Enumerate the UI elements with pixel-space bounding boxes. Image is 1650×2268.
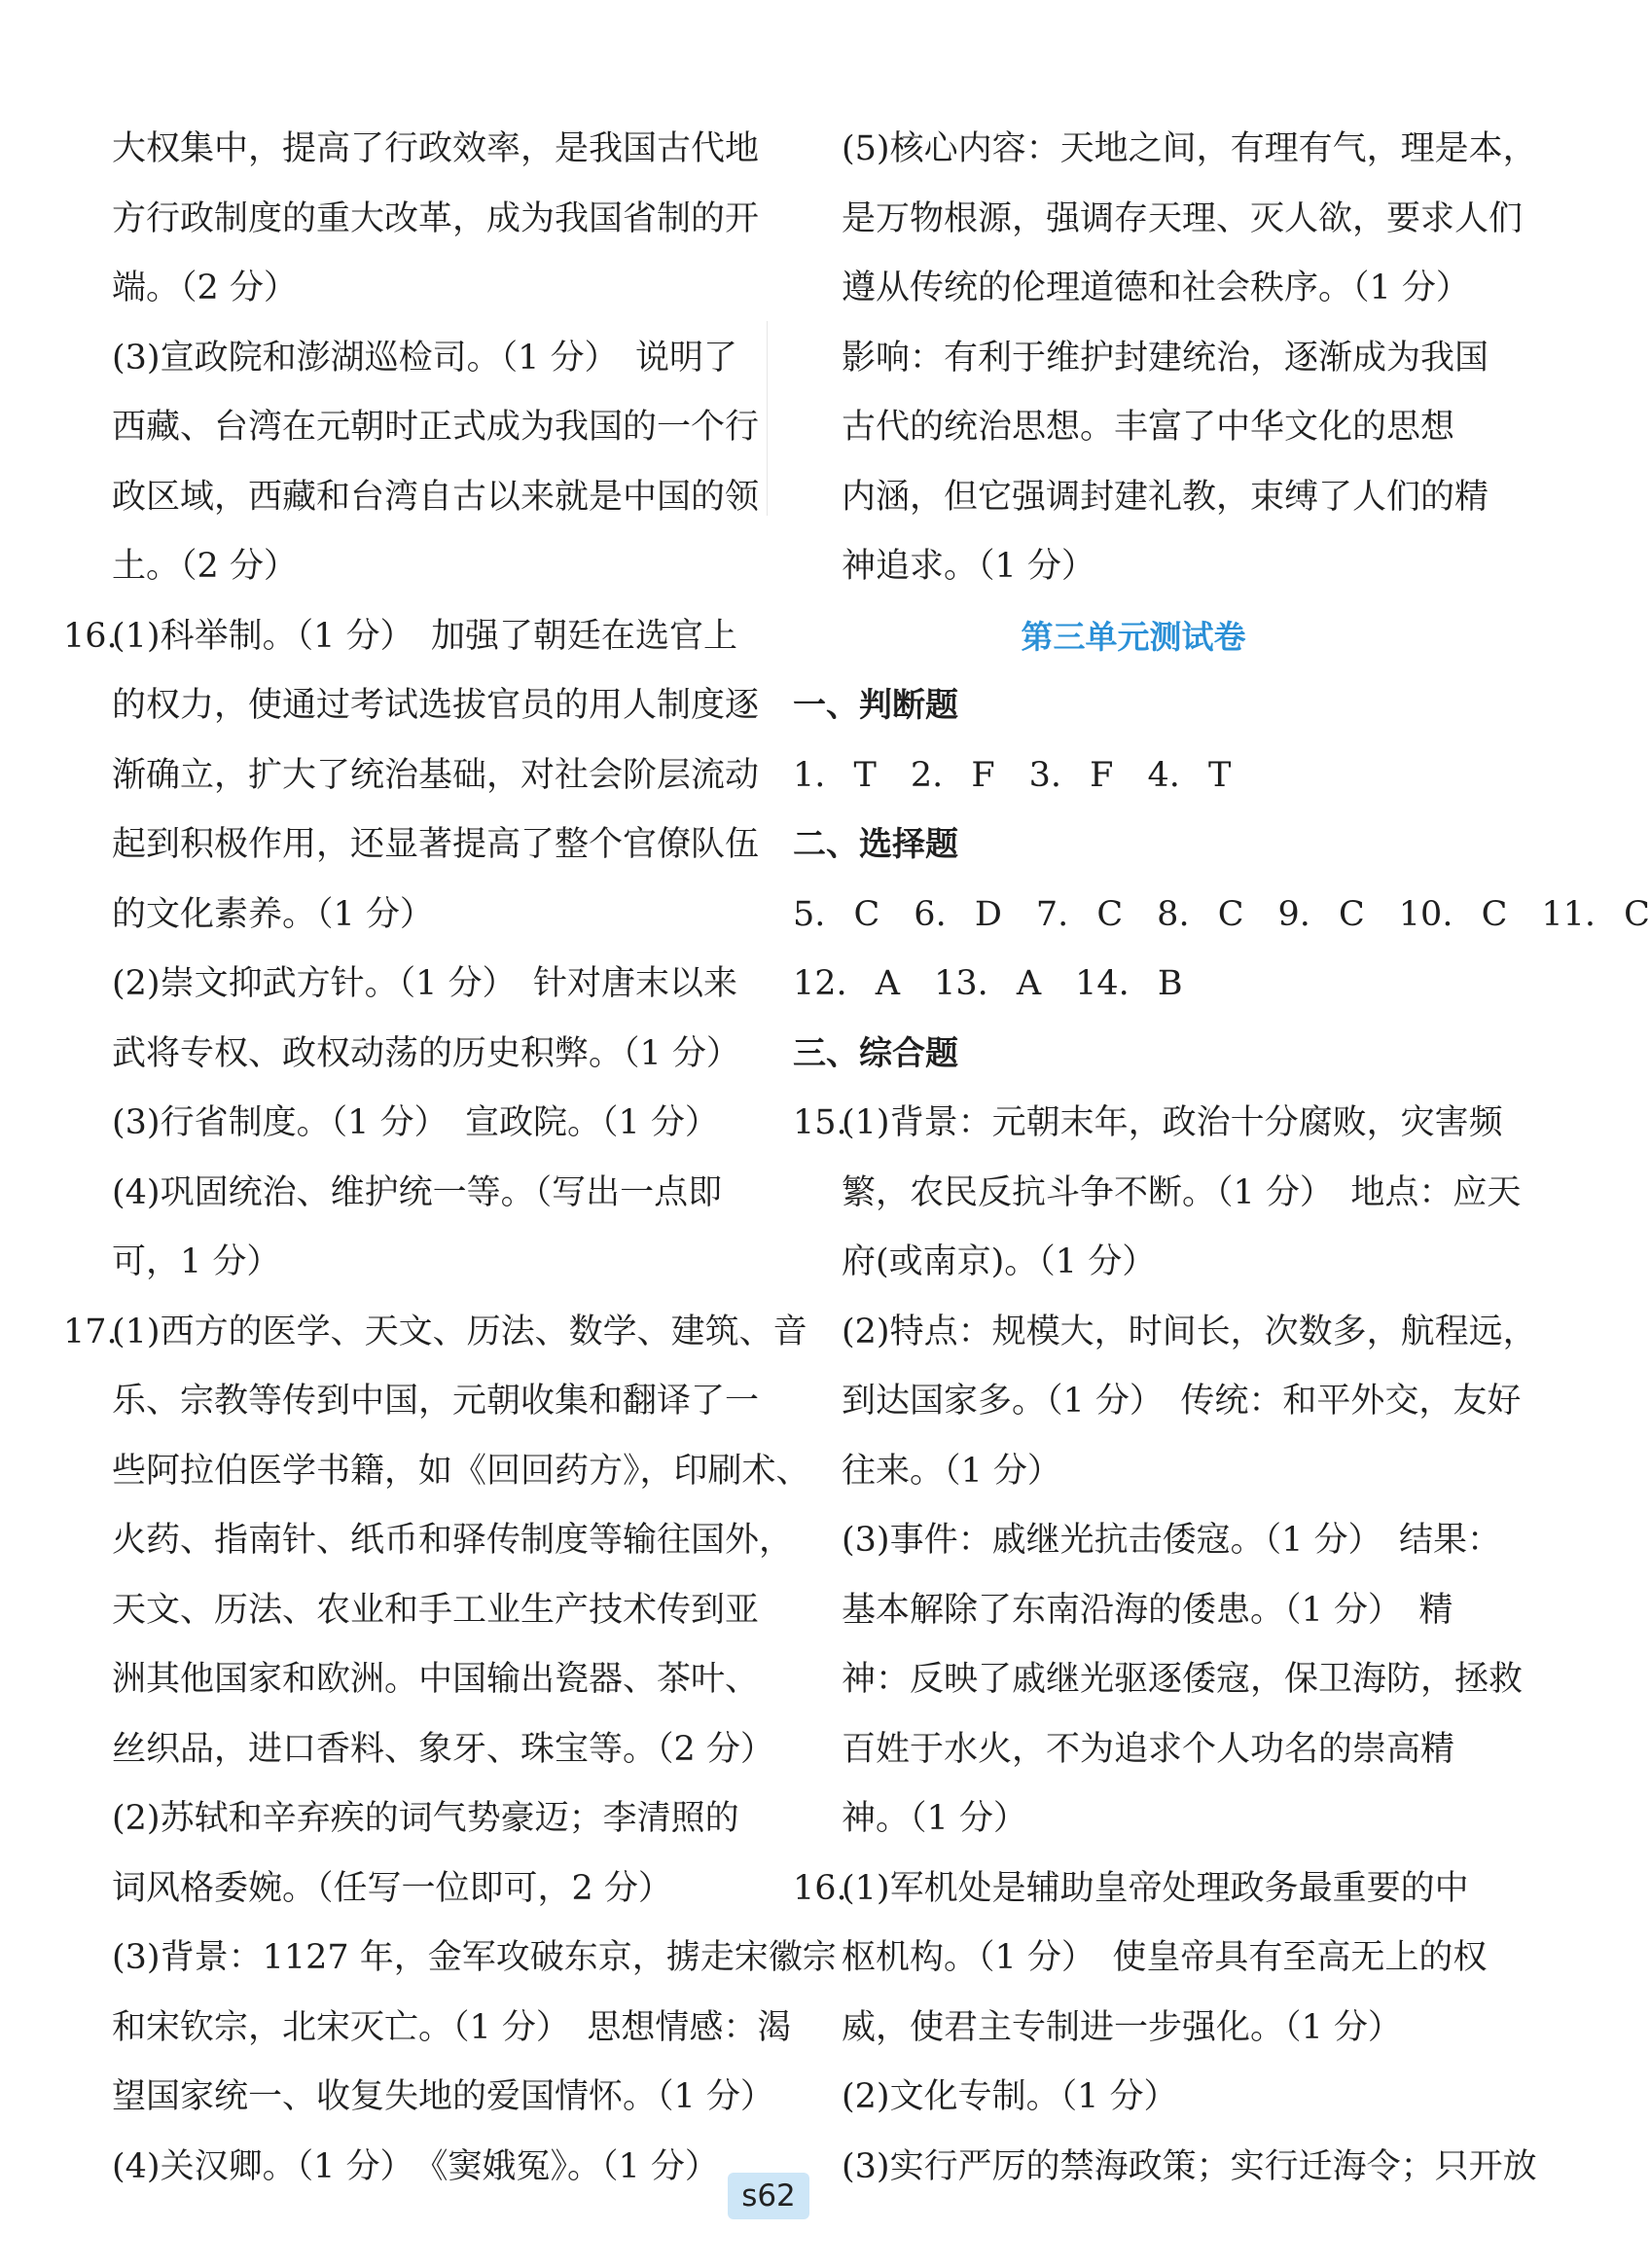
answer-text: 的文化素养。（1 分） — [112, 894, 434, 934]
answer-line — [793, 1298, 1537, 1368]
answer-line — [63, 1089, 744, 1159]
answer-line — [793, 1645, 1524, 1715]
answer-text: (2)苏轼和辛弃疾的词气势豪迈；李清照的 — [112, 1799, 739, 1838]
answer-text: (2)特点：规模大，时间长，次数多，航程远， — [842, 1312, 1537, 1351]
answer-text: (5)核心内容：天地之间，有理有气，理是本， — [842, 129, 1537, 168]
question-number: 15. — [793, 1103, 847, 1142]
answer-text: 乐、宗教等传到中国，元朝收集和翻译了一 — [112, 1382, 760, 1421]
answer-text: 洲其他国家和欧洲。中国输出瓷器、茶叶、 — [112, 1660, 760, 1699]
answer-text: 和宋钦宗，北宋灭亡。（1 分） 思想情感：渴 — [112, 2007, 792, 2047]
answer-line — [793, 1159, 1522, 1229]
answer-text: 内涵，但它强调封建礼教，束缚了人们的精 — [842, 477, 1489, 517]
answer-text: 基本解除了东南沿海的倭患。（1 分） 精 — [842, 1590, 1453, 1630]
answer-text: 政区域，西藏和台湾自古以来就是中国的领 — [112, 477, 760, 517]
answer-text: 威，使君主专制进一步强化。（1 分） — [842, 2007, 1402, 2047]
answer-text: (1)西方的医学、天文、历法、数学、建筑、音 — [112, 1312, 807, 1351]
answer-line — [63, 1020, 744, 1090]
answer-line — [793, 2133, 1537, 2203]
answer-text: (1)军机处是辅助皇帝处理政务最重要的中 — [842, 1868, 1469, 1908]
answer-text: 往来。（1 分） — [842, 1451, 1061, 1491]
answer-text: (3)事件：戚继光抗击倭寇。（1 分） 结果： — [842, 1521, 1501, 1560]
answer-text: (2)崇文抑武方针。（1 分） 针对唐末以来 — [112, 964, 737, 1003]
answer-line — [793, 1506, 1501, 1576]
section-heading: 二、选择题 — [793, 825, 958, 864]
answer-text: 枢机构。（1 分） 使皇帝具有至高无上的权 — [842, 1938, 1488, 1977]
answer-text: 端。（2 分） — [112, 269, 298, 307]
answer-line — [63, 1228, 744, 1298]
answer-line — [63, 1924, 837, 1994]
answer-line — [793, 254, 1474, 324]
answer-line — [63, 602, 744, 672]
answer-text: 百姓于水火，不为追求个人功名的崇高精 — [842, 1729, 1455, 1769]
answer-line — [793, 1576, 1474, 1646]
answer-text: (1)科举制。（1 分） 加强了朝廷在选官上 — [112, 616, 737, 656]
answer-line — [793, 1854, 1474, 1925]
answer-line — [63, 115, 760, 185]
answer-text: 遵从传统的伦理道德和社会秩序。（1 分） — [842, 269, 1470, 307]
answer-line — [63, 2133, 744, 2203]
answer-text: (4)巩固统治、维护统一等。（写出一点即 — [112, 1172, 723, 1212]
answer-line — [63, 671, 760, 741]
question-number: 17. — [63, 1312, 118, 1351]
answer-line — [793, 532, 1474, 602]
answer-line — [63, 1784, 744, 1854]
answer-text: 可，1 分） — [112, 1242, 281, 1281]
answer-line — [793, 1367, 1522, 1437]
answer-line — [793, 1228, 1474, 1298]
answer-text: (2)文化专制。（1 分） — [842, 2077, 1178, 2116]
answer-text: 影响：有利于维护封建统治，逐渐成为我国 — [842, 338, 1489, 378]
answer-text: 到达国家多。（1 分） 传统：和平外交，友好 — [842, 1382, 1522, 1421]
answer-text: (4)关汉卿。（1 分） 《窦娥冤》。（1 分） — [112, 2146, 719, 2186]
answer-text: 大权集中，提高了行政效率，是我国古代地 — [112, 129, 760, 168]
answer-line — [793, 115, 1537, 185]
answer-line — [63, 2063, 774, 2133]
answer-line — [63, 1506, 794, 1576]
answer-line — [63, 463, 760, 533]
answer-text: 神追求。（1 分） — [842, 547, 1095, 586]
answer-line — [793, 463, 1489, 533]
answer-text: 渐确立，扩大了统治基础，对社会阶层流动 — [112, 755, 760, 795]
answer-line — [63, 393, 760, 463]
answer-line — [63, 810, 760, 881]
answer-text: (3)行省制度。（1 分） 宣政院。（1 分） — [112, 1103, 719, 1142]
answer-line — [793, 1437, 1474, 1507]
answer-line — [63, 950, 744, 1020]
answer-line — [793, 185, 1524, 255]
answer-line — [63, 324, 744, 394]
answer-text: (3)宣政院和澎湖巡检司。（1 分） 说明了 — [112, 338, 737, 378]
section-heading: 三、综合题 — [793, 1033, 958, 1073]
answer-line — [793, 1994, 1474, 2064]
page-number: s62 — [728, 2173, 809, 2219]
answer-text: 古代的统治思想。丰富了中华文化的思想 — [842, 408, 1455, 447]
answer-line — [63, 532, 744, 602]
answer-text: 望国家统一、收复失地的爱国情怀。（1 分） — [112, 2077, 774, 2116]
question-number: 16. — [793, 1868, 847, 1908]
answer-line — [63, 881, 744, 951]
answer-line — [63, 1367, 760, 1437]
answer-text: 丝织品，进口香料、象牙、珠宝等。（2 分） — [112, 1729, 774, 1769]
answer-text: 神。（1 分） — [842, 1799, 1027, 1838]
answer-line — [793, 324, 1489, 394]
answer-text: 些阿拉伯医学书籍，如《回回药方》，印刷术、 — [112, 1451, 810, 1491]
answer-key-line: 12. A 13. A 14. B — [793, 964, 1183, 1003]
answer-text: 天文、历法、农业和手工业生产技术传到亚 — [112, 1590, 760, 1630]
answer-line — [63, 185, 760, 255]
answer-text: 火药、指南针、纸币和驿传制度等输往国外， — [112, 1521, 794, 1560]
answer-line — [793, 1715, 1474, 1785]
answer-text: (3)背景：1127 年，金军攻破东京，掳走宋徽宗 — [112, 1938, 837, 1977]
answer-line — [63, 1437, 810, 1507]
answer-text: (1)背景：元朝末年，政治十分腐败，灾害频 — [842, 1103, 1503, 1142]
right-column — [793, 115, 1650, 2202]
answer-text: 方行政制度的重大改革，成为我国省制的开 — [112, 198, 760, 238]
answer-line — [63, 254, 744, 324]
answer-line — [63, 1576, 760, 1646]
answer-line — [63, 1994, 792, 2064]
answer-line — [63, 1159, 744, 1229]
answer-text: 土。（2 分） — [112, 547, 298, 586]
answer-key-line: 5. C 6. D 7. C 8. C 9. C 10. C 11. C — [793, 894, 1650, 934]
answer-text: 是万物根源，强调存天理、灭人欲，要求人们 — [842, 198, 1524, 238]
answer-line — [793, 1089, 1503, 1159]
answer-text: 词风格委婉。（任写一位即可，2 分） — [112, 1868, 672, 1908]
answer-line — [793, 2063, 1474, 2133]
answer-line — [793, 393, 1474, 463]
question-number: 16. — [63, 616, 118, 656]
answer-line — [793, 1784, 1474, 1854]
unit-title: 第三单元测试卷 — [1021, 617, 1246, 656]
answer-text: 神：反映了戚继光驱逐倭寇，保卫海防，拯救 — [842, 1660, 1524, 1699]
answer-text: 武将专权、政权动荡的历史积弊。（1 分） — [112, 1033, 740, 1073]
column-divider — [767, 321, 768, 516]
answer-text: 府(或南京)。（1 分） — [842, 1242, 1157, 1281]
answer-key-line: 1. T 2. F 3. F 4. T — [793, 755, 1232, 795]
answer-line — [793, 1924, 1488, 1994]
answer-line — [63, 1854, 744, 1925]
answer-line — [63, 741, 760, 811]
answer-text: (3)实行严厉的禁海政策；实行迁海令；只开放 — [842, 2146, 1537, 2186]
answer-text: 繁，农民反抗斗争不断。（1 分） 地点：应天 — [842, 1172, 1522, 1212]
answer-text: 的权力，使通过考试选拔官员的用人制度逐 — [112, 686, 760, 725]
answer-line — [63, 1715, 774, 1785]
answer-text: 起到积极作用，还显著提高了整个官僚队伍 — [112, 825, 760, 864]
answer-text: 西藏、台湾在元朝时正式成为我国的一个行 — [112, 408, 760, 447]
section-heading: 一、判断题 — [793, 686, 958, 725]
answer-line — [63, 1645, 760, 1715]
answer-line — [63, 1298, 807, 1368]
